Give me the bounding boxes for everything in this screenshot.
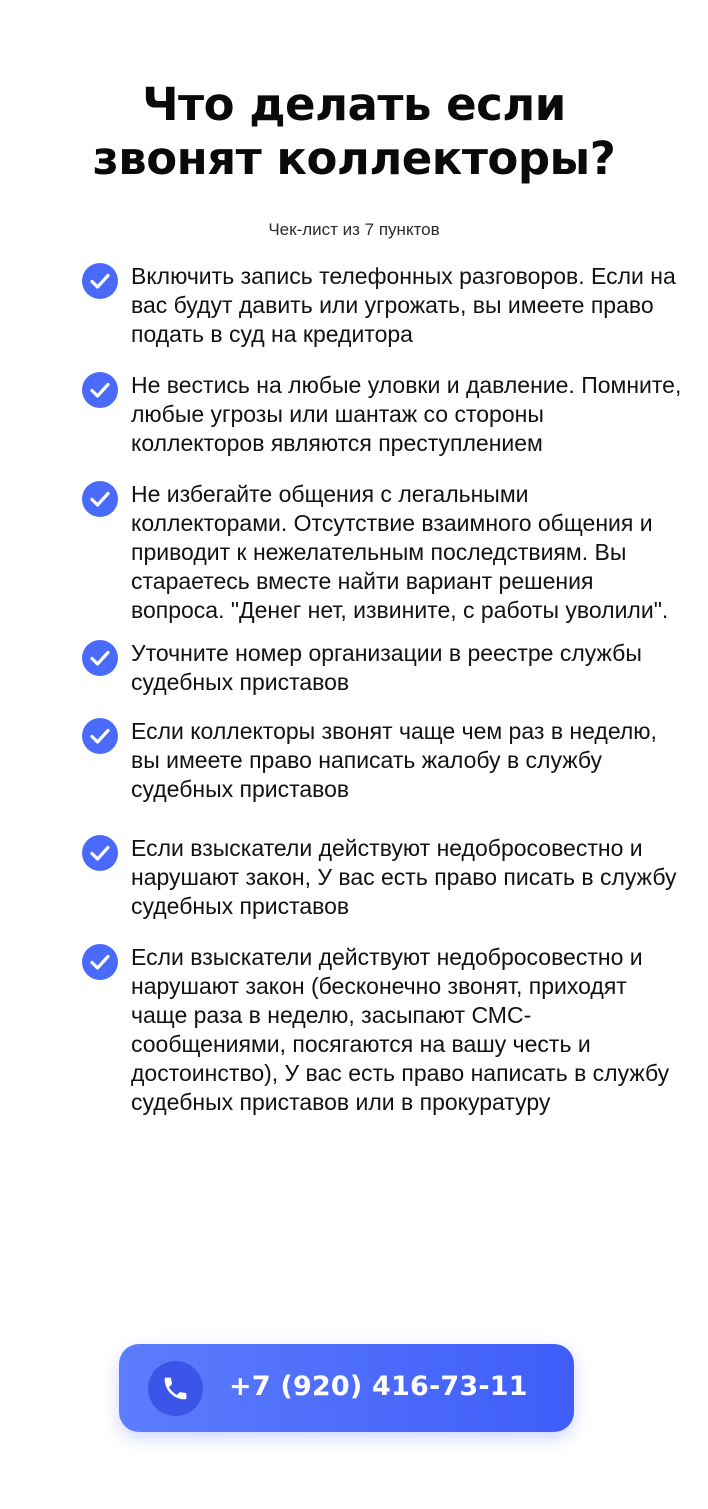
checklist-item-text: Если взыскатели действуют недобросовестно и нарушают закон, У вас есть право писать в службу судебных приставов xyxy=(131,835,677,919)
checklist-item xyxy=(82,262,682,349)
checklist-item xyxy=(82,371,682,458)
phone-number: +7 (920) 416-73-11 xyxy=(229,1371,528,1402)
checklist-item xyxy=(82,639,682,697)
checklist-item xyxy=(82,943,682,1117)
checklist-item-text: Не вестись на любые уловки и давление. Помните, любые угрозы или шантаж со стороны коллекторов являются преступлением xyxy=(131,372,682,456)
check-circle-icon xyxy=(82,718,118,754)
checklist-item-text: Если коллекторы звонят чаще чем раз в неделю, вы имеете право написать жалобу в службу судебных приставов xyxy=(131,718,657,802)
checklist-item-text: Не избегайте общения с легальными коллекторами. Отсутствие взаимного общения и приводит к нежелательным последствиям. Вы стараетесь вместе найти вариант решения вопроса. "Денег нет, извините, с работы уволили". xyxy=(131,481,669,623)
check-circle-icon xyxy=(82,835,118,871)
checklist-item xyxy=(82,717,682,804)
checklist-item-text: Включить запись телефонных разговоров. Если на вас будут давить или угрожать, вы имеете право подать в суд на кредитора xyxy=(131,263,676,347)
checklist-item xyxy=(82,480,682,625)
check-circle-icon xyxy=(82,263,118,299)
phone-icon xyxy=(161,1374,190,1403)
phone-icon-circle xyxy=(148,1361,203,1416)
page-subtitle: Чек-лист из 7 пунктов xyxy=(268,220,440,239)
checklist-item-text: Уточните номер организации в реестре службы судебных приставов xyxy=(131,640,642,695)
page-title xyxy=(0,78,708,186)
page-title-line-1: Что делать если xyxy=(142,78,566,131)
checklist xyxy=(82,262,682,1139)
check-circle-icon xyxy=(82,481,118,517)
check-circle-icon xyxy=(82,944,118,980)
page-title-line-2: звонят коллекторы? xyxy=(92,132,616,185)
check-circle-icon xyxy=(82,640,118,676)
call-phone-button[interactable] xyxy=(119,1344,574,1432)
checklist-item xyxy=(82,834,682,921)
check-circle-icon xyxy=(82,372,118,408)
checklist-item-text: Если взыскатели действуют недобросовестно и нарушают закон (бесконечно звонят, приходят чаще раза в неделю, засыпают СМС-сообщениями, посягаются на вашу честь и достоинство), У вас есть право написать в службу судебных приставов или в прокуратуру xyxy=(131,944,670,1115)
